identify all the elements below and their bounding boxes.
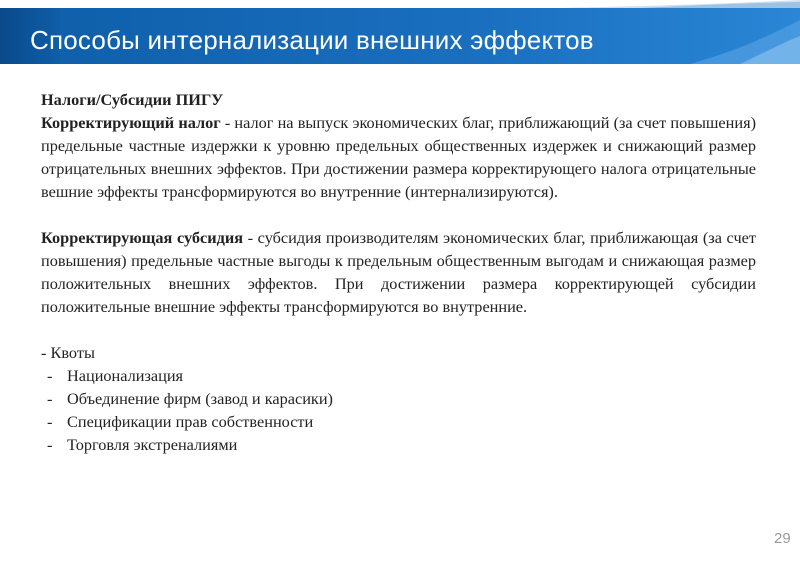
list-item <box>41 433 756 456</box>
list-item <box>41 410 756 433</box>
pigou-heading-text: Налоги/Субсидии ПИГУ <box>41 90 224 109</box>
slide-title: Способы интернализации внешних эффектов <box>30 25 594 55</box>
subsidy-text: - субсидия производителям экономических благ, приближающая (за счет повышения) предельные частные выгоды к предельным общественным выгодам и снижающая размер положительных внешних эффектов. При достижении размера корректирующей субсидии положительные внешние эффекты трансформируются во внутренние. <box>41 228 756 316</box>
pigou-heading <box>41 88 756 111</box>
list-item-text: Объединение фирм (завод и карасики) <box>67 389 333 408</box>
bullet-dash: - <box>47 389 53 408</box>
list-item-text: Торговля экстреналиями <box>67 435 238 454</box>
list-item <box>41 364 756 387</box>
tax-text: - налог на выпуск экономических благ, приближающий (за счет повышения) предельные частные издержки к уровню предельных общественных издержек и снижающий размер отрицательных внешних эффектов. При достижении размера корректирующего налога отрицательные вешние эффекты трансформируются во внутренние (интернализируются). <box>41 113 756 201</box>
wave-shape-2 <box>640 2 800 8</box>
page-number: 29 <box>774 530 791 547</box>
list-item-text: Спецификации прав собственности <box>67 412 314 431</box>
tax-term: Корректирующий налог <box>41 113 221 132</box>
list-item <box>41 387 756 410</box>
tax-paragraph <box>41 111 756 203</box>
list-item-text: Национализация <box>67 366 184 385</box>
subsidy-term: Корректирующая субсидия <box>41 228 244 247</box>
subsidy-paragraph <box>41 226 756 318</box>
methods-list <box>41 364 756 456</box>
bullet-dash: - <box>47 366 53 385</box>
header-wave-decoration <box>0 0 800 70</box>
bullet-dash: - <box>47 412 53 431</box>
bullet-dash: - <box>47 435 53 454</box>
slide-body <box>41 88 756 456</box>
quotas-line: - Квоты <box>41 343 95 362</box>
